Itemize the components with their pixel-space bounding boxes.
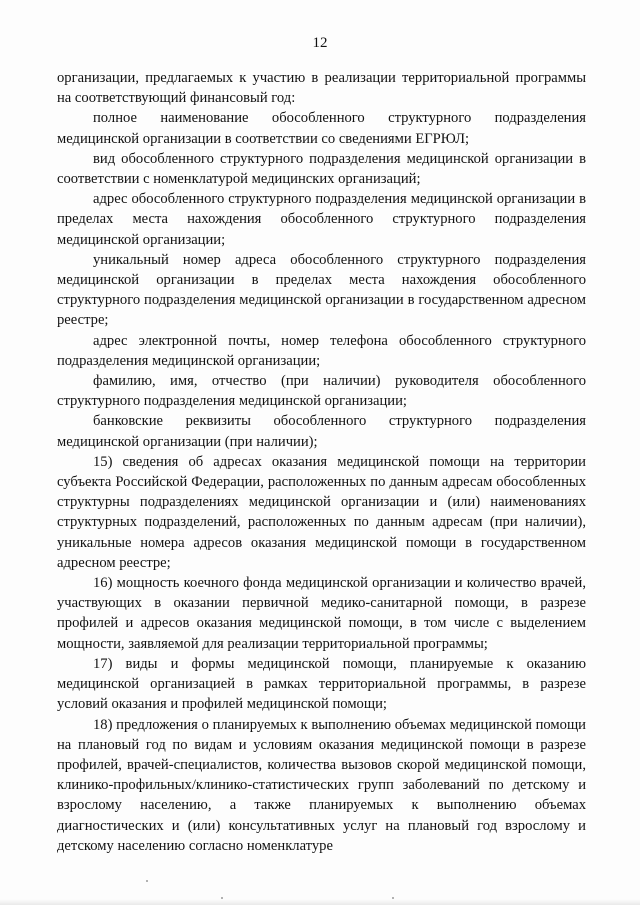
paragraph-full-name: полное наименование обособленного структурного подразделения медицинской организации в соответствии со сведениями ЕГРЮЛ; bbox=[57, 110, 586, 147]
paragraph-email-phone: адрес электронной почты, номер телефона обособленного структурного подразделения медицинской организации; bbox=[57, 332, 586, 369]
paragraph-item-17: 17) виды и формы медицинской помощи, планируемые к оказанию медицинской организацией в рамках территориальной программы, в разрезе условий оказания и профилей медицинской помощи; bbox=[57, 655, 586, 713]
paragraph-unit-address: адрес обособленного структурного подразделения медицинской организации в пределах места нахождения обособленного структурного подразделения медицинской организации; bbox=[57, 191, 586, 248]
paragraph-item-18: 18) предложения о планируемых к выполнению объемах медицинской помощи на плановый год по видам и условиям оказания медицинской помощи в разрезе профилей, врачей-специалистов, количества вызовов скорой медицинской помощи, клинико-профильных/клинико-статистических групп заболеваний по детскому и взрослому населению, а также планируемых к выполнению объемах диагностических и (или) консультативных услуг на плановый год взрослому и детскому населению согласно номенклатуре bbox=[57, 716, 586, 854]
paragraph-item-15: 15) сведения об адресах оказания медицинской помощи на территории субъекта Российской Федерации, расположенных по данным адресам обособленных структурны подразделениях медицинской организации и (или) наименованиях структурных подразделений, расположенных по данным адресам (при наличии), уникальные номера адресов оказания медицинской помощи в государственном адресном реестре; bbox=[57, 453, 586, 571]
paragraph-continuation: организации, предлагаемых к участию в реализации территориальной программы на соответствующий финансовый год: bbox=[57, 70, 586, 107]
paragraph-head-name: фамилию, имя, отчество (при наличии) руководителя обособленного структурного подразделения медицинской организации; bbox=[57, 373, 586, 410]
scan-speck bbox=[146, 880, 148, 882]
scan-edge-shadow bbox=[0, 899, 640, 905]
document-body bbox=[57, 68, 586, 856]
paragraph-unique-address-number: уникальный номер адреса обособленного структурного подразделения медицинской организации в пределах места нахождения обособленного структурного подразделения медицинской организации в государственном адресном реестре; bbox=[57, 251, 586, 329]
page-number: 12 bbox=[312, 35, 328, 51]
paragraph-bank-details: банковские реквизиты обособленного структурного подразделения медицинской организации (при наличии); bbox=[57, 413, 586, 450]
paragraph-item-16: 16) мощность коечного фонда медицинской организации и количество врачей, участвующих в оказании первичной медико-санитарной помощи, в разрезе профилей и адресов оказания медицинской помощи, в том числе с выделением мощности, заявляемой для реализации территориальной программы; bbox=[57, 575, 586, 652]
paragraph-unit-type: вид обособленного структурного подразделения медицинской организации в соответствии с номенклатурой медицинских организаций; bbox=[57, 150, 586, 188]
